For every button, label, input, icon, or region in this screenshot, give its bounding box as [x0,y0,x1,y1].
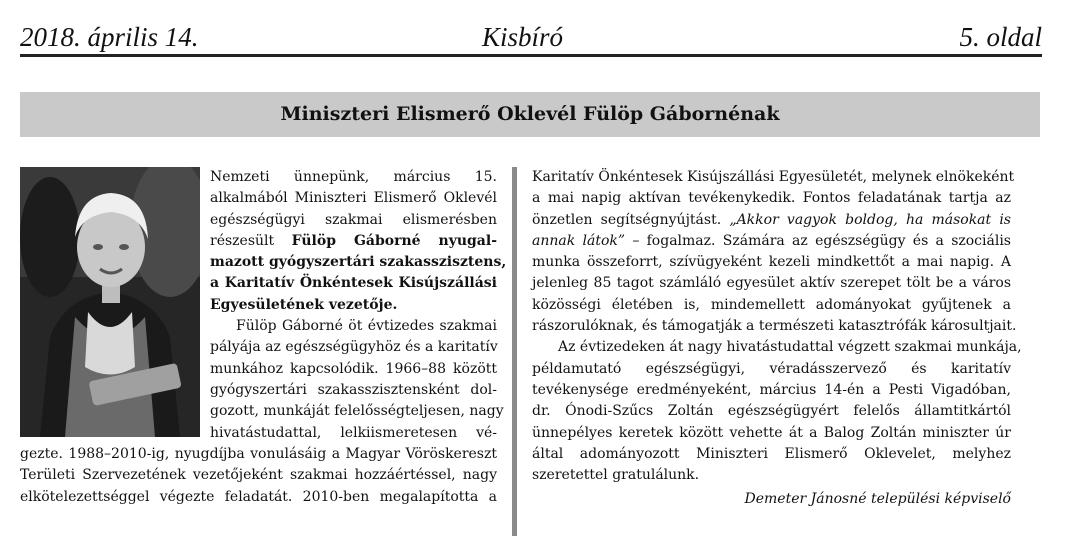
text-line: Nemzeti ünnepünk, március 15. [210,169,497,185]
text-line: jelenleg 85 tagot számláló egyesület aktív szerepet tölt be a város [532,275,1011,292]
masthead [20,22,1042,54]
honoree-name: Fülöp Gáborné nyugal- [291,232,498,249]
issue-date: 2018. április 14. [20,22,199,52]
text-line: gyógyszertári szakasszisztensként dol- [210,381,497,398]
text-line: példamutató egészségügyi, véradásszervező és karitatív [532,360,1011,377]
text-line: tevékenysége eredményeként, március 14-én a Pesti Vigadóban, [532,381,1011,398]
text-line-bold: Egyesületének vezetője. [210,296,398,313]
quote-text: annak látok” [532,232,626,249]
text-line: Fülöp Gáborné öt évtizedes szakmai [236,318,497,335]
text-line: Területi Szervezetének vezetőjeként szakmai hozzáértéssel, nagy [20,467,497,484]
text-fragment: önzetlen segítségnyújtást. [532,211,730,228]
article-headline: Miniszteri Elismerő Oklevél Fülöp Gábornénak [280,103,780,125]
text-line-bold: a Karitatív Önkéntesek Kisújszállási [210,275,497,292]
text-line: gozott, munkáját felelősségteljesen, nagy [210,403,504,420]
headline-bar [20,92,1040,137]
right-column [532,167,1022,486]
page-number: 5. oldal [959,22,1042,52]
text-line: munkához kapcsolódik. 1966–88 között [210,360,497,377]
text-line: pályája az egészségügyhöz és a karitatív [210,339,498,356]
quote-text: „Akkor vagyok boldog, ha másokat is [729,211,1011,228]
text-line: által adományozott Miniszteri Elismerő Oklevelet, melyhez [532,445,1011,462]
text-line: alkalmából Miniszteri Elismerő Oklevél [210,190,497,207]
text-line: Az évtizedeken át nagy hivatástudattal végzett szakmai munkája, [558,339,1022,356]
left-column-full-width [20,444,497,508]
text-line: egészségügyi szakmai elismerésben [210,211,497,228]
text-line [532,231,1011,252]
text-line: dr. Ónodi-Szűcs Zoltán egészségügyért felelős államtitkártól [532,403,1011,420]
newspaper-title: Kisbíró [482,22,564,52]
column-divider [512,167,517,536]
text-fragment: részesült [210,232,292,249]
text-fragment: – fogalmaz. Számára az egészségügy és a szociális [625,232,1011,249]
text-line [210,231,497,252]
text-line: munka összeforrt, szívügyeként kezeli mindkettőt a mai napig. A [532,254,1011,271]
text-line-bold: mazott gyógyszertári szakasszisztens, [210,254,507,271]
text-line: közösségi életében is, mindemellett adományokat gyűjtenek a [532,296,1011,313]
text-line: elkötelezettséggel végezte feladatát. 2010-ben megalapította a [20,488,497,505]
text-line: hivatástudattal, lelkiismeretesen vé- [210,424,497,441]
text-line: gezte. 1988–2010-ig, nyugdíjba vonulásáig a Magyar Vöröskereszt [20,446,497,462]
text-line: ünnepélyes keretek között vehette át a Balog Zoltán miniszter úr [532,424,1011,441]
text-line: Karitatív Önkéntesek Kisújszállási Egyesületét, melynek elnökeként [532,169,1015,185]
left-column-wrapped [210,167,507,444]
text-line [532,210,1011,231]
text-line: a mai napig aktívan tevékenykedik. Fontos feladatának tartja az [532,190,1011,207]
text-line: szeretettel gratulálunk. [532,467,700,484]
text-line: rászorulóknak, és támogatják a természeti katasztrófák károsultjait. [532,318,1017,335]
portrait-photo [20,167,200,437]
author-signature: Demeter Jánosné települési képviselő [744,491,1011,507]
masthead-rule [20,54,1042,57]
